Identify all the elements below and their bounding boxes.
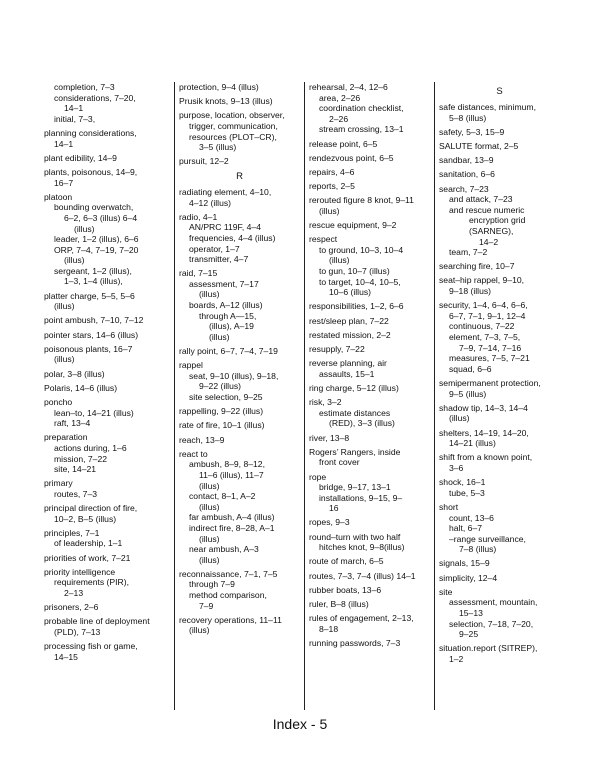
index-subline: lean–to, 14–21 (illus) xyxy=(54,407,134,418)
index-subline: 1–3, 1–4 (illus), xyxy=(64,276,123,287)
index-term: preparation xyxy=(44,432,88,443)
index-subline: assessment, mountain, xyxy=(449,597,538,608)
index-term: reports, 2–5 xyxy=(309,181,355,192)
index-subline: team, 7–2 xyxy=(449,247,488,258)
index-subline: 14–1 xyxy=(64,103,84,114)
index-term: risk, 3–2 xyxy=(309,397,342,408)
index-term: respect xyxy=(309,234,338,245)
index-entry xyxy=(439,558,560,569)
index-entry xyxy=(439,477,560,498)
index-entry xyxy=(309,153,430,164)
index-term: searching fire, 10–7 xyxy=(439,261,515,272)
index-subline: 9–5 (illus) xyxy=(449,388,487,399)
index-subline: resources (PLOT–CR), xyxy=(189,131,277,142)
index-term: restated mission, 2–2 xyxy=(309,329,391,340)
index-entry xyxy=(44,82,170,124)
index-subline: (illus) xyxy=(54,301,75,312)
index-subline: tube, 5–3 xyxy=(449,487,485,498)
index-entry xyxy=(309,358,430,379)
index-entry xyxy=(44,344,170,365)
index-subline: measures, 7–5, 7–21 xyxy=(449,353,530,364)
index-entry xyxy=(439,403,560,424)
index-entry xyxy=(439,428,560,449)
index-entry xyxy=(309,383,430,394)
index-term: resupply, 7–22 xyxy=(309,344,365,354)
index-columns xyxy=(44,82,564,710)
index-term: round–turn with two half xyxy=(309,531,401,542)
index-subline: (illus), A–19 xyxy=(209,321,254,332)
index-entry xyxy=(439,127,560,138)
index-entry xyxy=(44,315,170,326)
index-subline: 1–2 xyxy=(449,654,464,664)
index-subline: (SARNEG), xyxy=(469,225,514,236)
index-term: river, 13–8 xyxy=(309,432,350,443)
index-entry xyxy=(309,556,430,567)
index-subline: (illus) xyxy=(199,501,220,512)
index-term: pointer stars, 14–6 (illus) xyxy=(44,329,139,340)
index-subline: routes, 7–3 xyxy=(54,488,97,499)
index-entry xyxy=(309,599,430,610)
index-entry xyxy=(179,346,300,357)
index-subline: 7–8 (illus) xyxy=(459,544,497,555)
index-subline: to ground, 10–3, 10–4 xyxy=(319,244,404,255)
index-term: polar, 3–8 (illus) xyxy=(44,368,105,379)
index-subline: 3–6 xyxy=(449,462,464,473)
index-subline: to target, 10–4, 10–5, xyxy=(319,276,401,287)
index-entry xyxy=(44,641,170,662)
index-entry xyxy=(309,167,430,178)
index-subline: (RED), 3–3 (illus) xyxy=(329,418,395,429)
index-subline: 9–22 (illus) xyxy=(199,381,242,392)
index-term: running passwords, 7–3 xyxy=(309,637,401,648)
index-entry xyxy=(309,585,430,596)
index-subline: (illus) xyxy=(449,413,470,424)
index-subline: (illus) xyxy=(54,354,75,365)
index-subline: 2–13 xyxy=(64,588,84,599)
index-subline: ORP, 7–4, 7–19, 7–20 xyxy=(54,244,139,255)
index-term: repairs, 4–6 xyxy=(309,166,355,177)
index-term: poncho xyxy=(44,396,73,407)
index-term: purpose, location, observer, xyxy=(179,110,285,121)
index-subline: 16 xyxy=(329,503,339,514)
index-term: radio, 4–1 xyxy=(179,211,218,222)
index-subline: sergeant, 1–2 (illus), xyxy=(54,265,132,276)
index-subline: assessment, 7–17 xyxy=(189,278,259,289)
index-entry xyxy=(44,553,170,564)
index-term: shift from a known point, xyxy=(439,452,533,463)
index-subline: near ambush, A–3 xyxy=(189,544,259,555)
index-entry xyxy=(439,378,560,399)
index-subline: (illus) xyxy=(329,255,350,266)
index-subline: 8–18 xyxy=(319,623,339,634)
index-subline: seat, 9–10 (illus), 9–18, xyxy=(189,370,279,381)
index-subline: coordination checklist, xyxy=(319,103,404,114)
index-term: signals, 15–9 xyxy=(439,558,490,569)
index-subline: 4–12 (illus) xyxy=(189,197,232,208)
index-term: priorities of work, 7–21 xyxy=(44,552,131,563)
index-term: principles, 7–1 xyxy=(44,527,100,538)
index-entry xyxy=(439,452,560,473)
index-subline: selection, 7–18, 7–20, xyxy=(449,618,534,629)
index-term: rerouted figure 8 knot, 9–11 xyxy=(309,195,414,206)
index-entry xyxy=(44,528,170,549)
index-entry xyxy=(309,301,430,312)
index-entry xyxy=(309,447,430,468)
index-term: rescue equipment, 9–2 xyxy=(309,220,397,231)
index-subline: and rescue numeric xyxy=(449,204,525,215)
index-subline: 15–13 xyxy=(459,608,483,619)
index-term: pursuit, 12–2 xyxy=(179,156,229,167)
index-term: principal direction of fire, xyxy=(44,503,138,514)
index-term: ropes, 9–3 xyxy=(309,517,350,528)
index-term: situation.report (SITREP), xyxy=(439,643,538,654)
index-subline: installations, 9–15, 9– xyxy=(319,492,403,503)
page-footer: Index - 5 xyxy=(272,716,328,732)
index-subline: 11–6 (illus), 11–7 xyxy=(199,469,264,480)
index-subline: bridge, 9–17, 13–1 xyxy=(319,482,391,493)
index-entry xyxy=(44,567,170,599)
index-entry xyxy=(179,96,300,107)
index-entry xyxy=(44,397,170,429)
index-term: rest/sleep plan, 7–22 xyxy=(309,315,389,326)
index-entry xyxy=(309,638,430,649)
index-term: ruler, B–8 (illus) xyxy=(309,599,369,609)
index-term: plant edibility, 14–9 xyxy=(44,152,117,163)
index-term: probable line of deployment xyxy=(44,616,150,627)
index-term: primary xyxy=(44,478,73,489)
index-subline: initial, 7–3, xyxy=(54,113,96,124)
index-term: seat–hip rappel, 9–10, xyxy=(439,275,525,286)
index-subline: (illus) xyxy=(189,625,210,636)
index-entry xyxy=(179,82,300,93)
index-subline: estimate distances xyxy=(319,407,391,418)
index-subline: to gun, 10–7 (illus) xyxy=(319,266,390,277)
index-term: SALUTE format, 2–5 xyxy=(439,140,519,151)
index-entry xyxy=(309,181,430,192)
index-entry xyxy=(309,344,430,355)
index-term: release point, 6–5 xyxy=(309,138,378,149)
index-term: Polaris, 14–6 (illus) xyxy=(44,382,118,393)
index-entry xyxy=(179,615,300,636)
index-subline: raft, 13–4 xyxy=(54,418,91,429)
index-subline: (illus) xyxy=(319,205,340,216)
index-entry xyxy=(179,360,300,402)
index-subline: 7–9, 7–14, 7–16 xyxy=(459,342,522,353)
index-subline: requirements (PIR), xyxy=(54,577,129,588)
index-subline: (illus) xyxy=(199,480,220,491)
index-term: route of march, 6–5 xyxy=(309,556,384,567)
index-subline: (illus) xyxy=(74,223,95,234)
index-term: recovery operations, 11–11 xyxy=(179,614,282,625)
index-subline: mission, 7–22 xyxy=(54,453,108,464)
index-term: simplicity, 12–4 xyxy=(439,572,498,583)
index-subline: through A—15, xyxy=(199,310,257,321)
index-entry xyxy=(309,472,430,514)
index-subline: of leadership, 1–1 xyxy=(54,538,123,549)
index-entry xyxy=(309,571,430,582)
index-entry xyxy=(44,602,170,613)
index-term: poisonous plants, 16–7 xyxy=(44,343,133,354)
index-subline: actions during, 1–6 xyxy=(54,442,127,453)
index-term: ring charge, 5–12 (illus) xyxy=(309,382,399,393)
index-term: safe distances, minimum, xyxy=(439,102,536,112)
index-column-2 xyxy=(174,82,304,710)
index-subline: (illus) xyxy=(199,554,220,565)
index-term: rappel xyxy=(179,360,203,371)
index-entry xyxy=(309,195,430,216)
index-column-1 xyxy=(44,82,174,710)
index-entry xyxy=(439,169,560,180)
index-subline: front cover xyxy=(319,457,360,468)
index-term: rubber boats, 13–6 xyxy=(309,584,382,595)
index-entry xyxy=(179,569,300,611)
index-subline: 6–7, 7–1, 9–1, 12–4 xyxy=(449,310,526,321)
index-entry xyxy=(439,275,560,296)
index-term: sanitation, 6–6 xyxy=(439,169,495,180)
index-entry xyxy=(439,184,560,258)
index-entry xyxy=(44,330,170,341)
index-term: radiating element, 4–10, xyxy=(179,186,272,197)
index-term: Rogers’ Rangers, inside xyxy=(309,446,401,457)
index-entry xyxy=(44,167,170,188)
index-entry xyxy=(44,291,170,312)
index-subline: –range surveillance, xyxy=(449,533,526,544)
index-entry xyxy=(439,102,560,123)
index-term: priority intelligence xyxy=(44,566,116,577)
index-term: short xyxy=(439,501,459,512)
index-term: rope xyxy=(309,471,327,482)
index-column-4 xyxy=(434,82,564,710)
index-term: plants, poisonous, 14–9, xyxy=(44,166,138,177)
index-subline: 5–8 (illus) xyxy=(449,112,487,123)
index-subline: area, 2–26 xyxy=(319,92,361,103)
index-term: shadow tip, 14–3, 14–4 xyxy=(439,402,528,413)
index-term: rendezvous point, 6–5 xyxy=(309,152,394,163)
index-term: Prusik knots, 9–13 (illus) xyxy=(179,96,273,107)
index-term: reach, 13–9 xyxy=(179,434,225,445)
index-term: responsibilities, 1–2, 6–6 xyxy=(309,301,404,312)
index-subline: 9–25 xyxy=(459,629,479,640)
index-entry xyxy=(309,330,430,341)
index-subline: and attack, 7–23 xyxy=(449,194,513,205)
index-term: raid, 7–15 xyxy=(179,268,218,279)
index-subline: operator, 1–7 xyxy=(189,243,240,254)
index-subline: (PLD), 7–13 xyxy=(54,627,101,637)
index-term: sandbar, 13–9 xyxy=(439,155,494,166)
index-subline: far ambush, A–4 (illus) xyxy=(189,512,275,523)
index-entry xyxy=(439,573,560,584)
index-term: platoon xyxy=(44,191,73,202)
index-subline: 14–2 xyxy=(479,236,499,247)
index-subline: 10–6 (illus) xyxy=(329,287,372,298)
index-entry xyxy=(179,406,300,417)
index-entry xyxy=(179,449,300,566)
index-subline: count, 13–6 xyxy=(449,512,494,523)
index-term: point ambush, 7–10, 7–12 xyxy=(44,315,144,326)
index-term: rules of engagement, 2–13, xyxy=(309,613,414,624)
index-term: site xyxy=(439,586,453,597)
index-subline: frequencies, 4–4 (illus) xyxy=(189,232,276,243)
index-term: rehearsal, 2–4, 12–6 xyxy=(309,82,388,92)
index-entry xyxy=(439,141,560,152)
index-entry xyxy=(309,82,430,135)
index-entry xyxy=(439,155,560,166)
index-entry xyxy=(439,587,560,640)
index-subline: 7–9 xyxy=(199,600,214,611)
index-subline: bounding overwatch, xyxy=(54,202,134,213)
index-entry xyxy=(44,616,170,637)
index-subline: trigger, communication, xyxy=(189,120,278,131)
index-subline: hitches knot, 9–8(illus) xyxy=(319,542,405,553)
index-subline: (illus) xyxy=(64,255,85,266)
index-term: rappelling, 9–22 (illus) xyxy=(179,406,264,417)
index-subline: 14–21 (illus) xyxy=(449,438,496,449)
index-subline: halt, 6–7 xyxy=(449,523,482,534)
index-subline: 9–18 (illus) xyxy=(449,286,492,297)
index-term: reconnaissance, 7–1, 7–5 xyxy=(179,568,278,579)
index-entry xyxy=(44,128,170,149)
index-subline: (illus) xyxy=(199,533,220,544)
index-subline: 3–5 (illus) xyxy=(199,142,237,153)
index-entry xyxy=(439,261,560,272)
index-entry xyxy=(179,435,300,446)
index-entry xyxy=(309,139,430,150)
index-term: prisoners, 2–6 xyxy=(44,602,99,613)
section-letter: S xyxy=(496,86,503,97)
index-entry xyxy=(44,432,170,474)
index-term: platter charge, 5–5, 5–6 xyxy=(44,290,135,301)
index-subline: contact, 8–1, A–2 xyxy=(189,491,256,502)
index-entry xyxy=(309,613,430,634)
index-subline: AN/PRC 119F, 4–4 xyxy=(189,222,261,233)
index-term: processing fish or game, xyxy=(44,641,138,652)
index-subline: boards, A–12 (illus) xyxy=(189,300,263,311)
index-subline: 14–1 xyxy=(54,138,74,149)
index-entry xyxy=(44,153,170,164)
index-subline: leader, 1–2 (illus), 6–6 xyxy=(54,234,139,245)
index-term: rate of fire, 10–1 (illus) xyxy=(179,420,265,431)
index-entry xyxy=(309,397,430,429)
index-term: react to xyxy=(179,448,208,459)
index-entry xyxy=(309,316,430,327)
index-term: completion, 7–3 xyxy=(54,82,115,92)
index-entry xyxy=(179,420,300,431)
index-subline: element, 7–3, 7–5, xyxy=(449,332,521,343)
index-entry xyxy=(44,369,170,380)
index-term: shock, 16–1 xyxy=(439,477,486,488)
index-subline: ambush, 8–9, 8–12, xyxy=(189,459,265,470)
index-subline: continuous, 7–22 xyxy=(449,321,515,332)
index-entry xyxy=(309,220,430,231)
index-entry xyxy=(309,532,430,553)
index-term: safety, 5–3, 15–9 xyxy=(439,126,505,137)
index-subline: squad, 6–6 xyxy=(449,363,492,374)
index-subline: site selection, 9–25 xyxy=(189,392,263,402)
index-entry xyxy=(439,300,560,374)
index-term: search, 7–23 xyxy=(439,183,489,194)
index-entry xyxy=(309,433,430,444)
index-term: reverse planning, air xyxy=(309,358,387,369)
index-entry xyxy=(179,268,300,342)
index-term: planning considerations, xyxy=(44,127,137,138)
index-subline: method comparison, xyxy=(189,590,267,601)
index-entry xyxy=(179,156,300,167)
index-subline: 14–15 xyxy=(54,651,78,662)
index-subline: assaults, 15–1 xyxy=(319,368,375,379)
index-entry xyxy=(179,212,300,265)
index-subline: transmitter, 4–7 xyxy=(189,254,249,265)
index-entry xyxy=(44,503,170,524)
index-term: security, 1–4, 6–4, 6–6, xyxy=(439,300,528,311)
index-subline: (illus) xyxy=(209,331,230,342)
index-subline: 10–2, B–5 (illus) xyxy=(54,513,117,524)
index-entry xyxy=(44,192,170,287)
index-subline: stream crossing, 13–1 xyxy=(319,124,404,135)
index-term: semipermanent protection, xyxy=(439,378,541,388)
index-subline: through 7–9 xyxy=(189,579,235,590)
index-entry xyxy=(179,187,300,208)
index-subline: encryption grid xyxy=(469,215,526,226)
index-entry xyxy=(179,110,300,152)
index-subline: 2–26 xyxy=(329,113,349,124)
index-subline: indirect fire, 8–28, A–1 xyxy=(189,522,275,533)
index-column-3 xyxy=(304,82,434,710)
index-entry xyxy=(44,383,170,394)
index-subline: 6–2, 6–3 (illus) 6–4 xyxy=(64,212,138,223)
index-entry xyxy=(309,517,430,528)
section-letter: R xyxy=(236,170,243,182)
index-term: protection, 9–4 (illus) xyxy=(179,82,259,92)
index-subline: considerations, 7–20, xyxy=(54,92,136,103)
index-entry xyxy=(44,478,170,499)
index-subline: 16–7 xyxy=(54,177,74,188)
index-term: shelters, 14–19, 14–20, xyxy=(439,427,529,438)
index-subline: (illus) xyxy=(199,289,220,300)
index-subline: site, 14–21 xyxy=(54,464,97,475)
index-entry xyxy=(309,234,430,298)
index-term: rally point, 6–7, 7–4, 7–19 xyxy=(179,346,278,357)
index-term: routes, 7–3, 7–4 (illus) 14–1 xyxy=(309,570,416,581)
index-entry xyxy=(439,502,560,555)
index-entry xyxy=(439,643,560,664)
